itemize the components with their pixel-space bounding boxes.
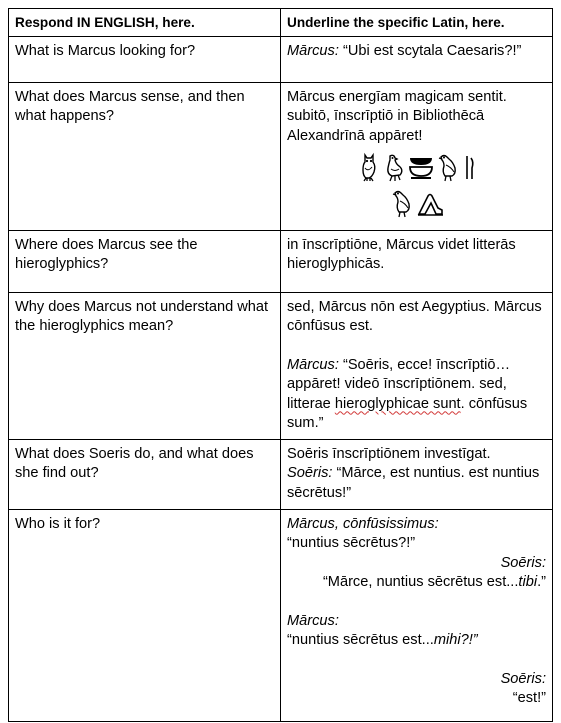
latin-cell[interactable]	[281, 82, 553, 230]
vulture-glyph-icon	[390, 188, 414, 218]
table-row	[9, 36, 553, 82]
latin-line: subitō, īnscrīptiō in Bibliothēcā Alexandrīnā appāret!	[287, 108, 485, 144]
latin-cell[interactable]	[281, 509, 553, 721]
question-cell[interactable]: What is Marcus looking for?	[9, 36, 281, 82]
question-cell[interactable]: Why does Marcus not understand what the hieroglyphics mean?	[9, 292, 281, 439]
latin-line: sed, Mārcus nōn est Aegyptius. Mārcus cōnfūsus est.	[287, 298, 542, 334]
spellcheck-underlined-text: hieroglyphicae sunt	[334, 395, 461, 412]
speaker-label: Soēris:	[500, 554, 546, 571]
latin-cell[interactable]	[281, 439, 553, 509]
speaker-label: Soēris:	[287, 465, 333, 481]
latin-line: “est!”	[512, 690, 546, 706]
speaker-label: Mārcus:	[287, 356, 339, 373]
basket-glyph-icon	[408, 152, 434, 182]
header-english: Respond IN ENGLISH, here.	[9, 9, 281, 37]
speaker-label: Mārcus, cōnfūsissimus:	[287, 515, 439, 532]
latin-line: Mārcus energīam magicam sentit.	[287, 88, 507, 105]
worksheet-table	[8, 8, 553, 722]
table-row	[9, 230, 553, 292]
header-row	[9, 9, 553, 37]
latin-line: “Mārce, nuntius sēcrētus est...tibi.”	[322, 574, 546, 590]
question-cell[interactable]: Who is it for?	[9, 509, 281, 721]
hieroglyph-row	[287, 146, 546, 182]
question-cell[interactable]: What does Soeris do, and what does she find out?	[9, 439, 281, 509]
latin-line: Soēris īnscrīptiōnem investīgat.	[287, 445, 491, 462]
header-latin: Underline the specific Latin, here.	[281, 9, 553, 37]
table-row	[9, 292, 553, 439]
latin-line: “nuntius sēcrētus?!”	[287, 535, 416, 551]
table-row	[9, 509, 553, 721]
latin-quote: “Ubi est scytala Caesaris?!”	[338, 42, 522, 59]
question-cell[interactable]: Where does Marcus see the hieroglyphics?	[9, 230, 281, 292]
table-row	[9, 82, 553, 230]
speaker-label: Soēris:	[500, 670, 546, 687]
reed-glyph-icon	[462, 152, 476, 182]
hieroglyph-row	[287, 182, 546, 218]
chick-glyph-icon	[382, 152, 406, 182]
owl-glyph-icon	[358, 152, 380, 182]
vulture-glyph-icon	[436, 152, 460, 182]
latin-quote-block: Soēris: “Mārce, est nuntius. est nuntius sēcrētus!”	[287, 465, 540, 501]
question-cell[interactable]: What does Marcus sense, and then what happens?	[9, 82, 281, 230]
latin-line: “nuntius sēcrētus est...mihi?!”	[287, 632, 478, 648]
speaker-label: Mārcus:	[287, 612, 339, 629]
table-row	[9, 439, 553, 509]
latin-quote-block: Mārcus: “Soēris, ecce! īnscrīptiō… appāret! videō īnscrīptiōnem. sed, litterae hieroglyphicae sunt. cōnfūsus sum.”	[287, 356, 528, 431]
speaker-label: Mārcus:	[287, 42, 339, 59]
latin-cell[interactable]	[281, 292, 553, 439]
latin-cell[interactable]	[281, 36, 553, 82]
leg-glyph-icon	[416, 188, 444, 218]
latin-cell[interactable]: in īnscrīptiōne, Mārcus videt litterās hieroglyphicās.	[281, 230, 553, 292]
